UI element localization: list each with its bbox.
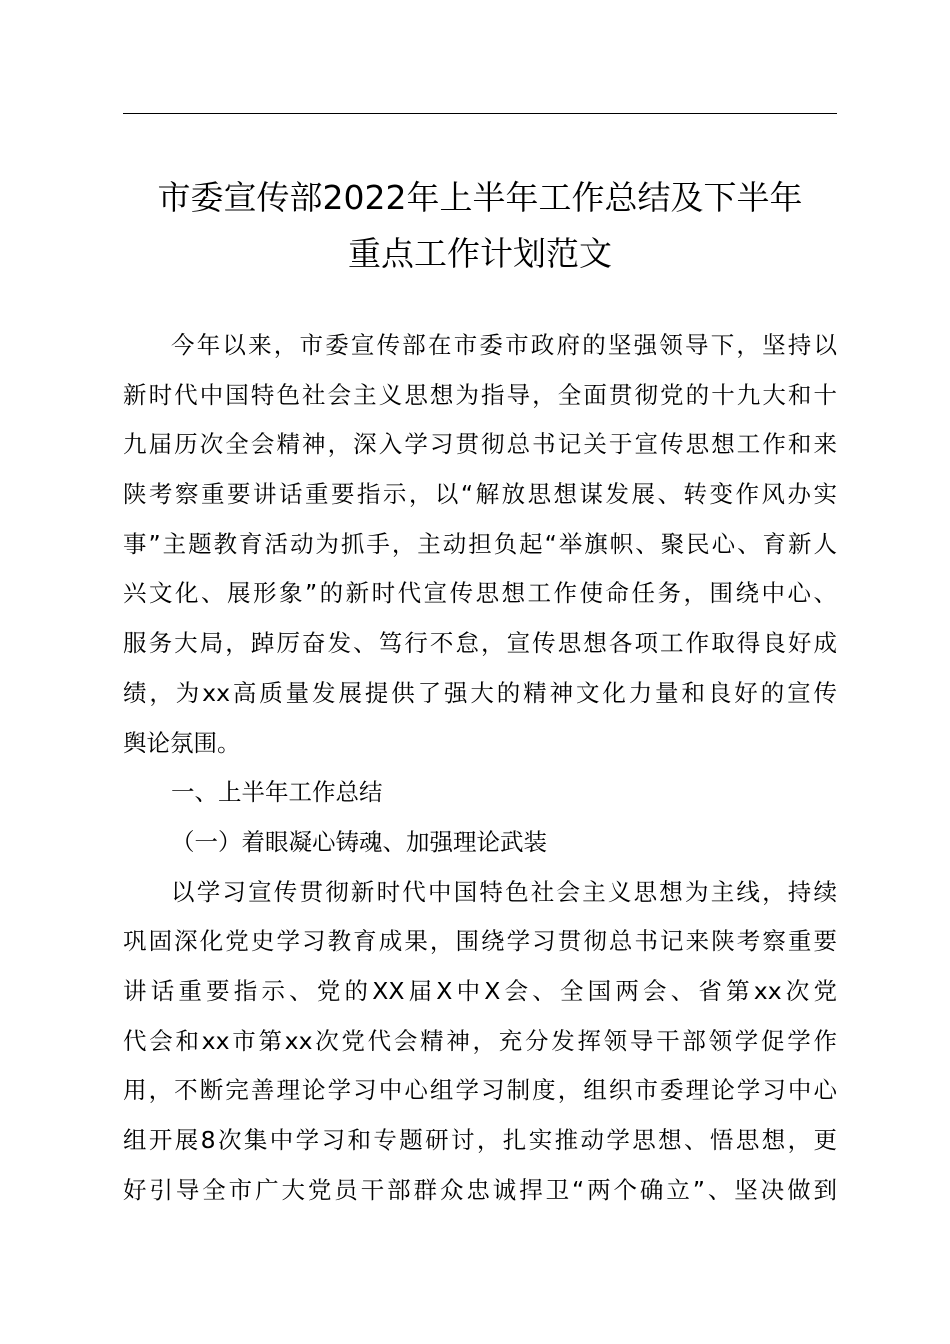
text-line: 巩固深化党史学习教育成果，围绕学习贯彻总书记来陕考察重要 [123, 927, 837, 956]
text-line: 舆论氛围。 [123, 728, 241, 757]
text-line: 服务大局，踔厉奋发、笃行不怠，宣传思想各项工作取得良好成 [123, 629, 837, 658]
text-line: 代会和xx市第xx次党代会精神，充分发挥领导干部领学促学作 [123, 1026, 837, 1055]
title-line-1: 市委宣传部2022年上半年工作总结及下半年 [157, 178, 803, 217]
section-heading-text: 一、上半年工作总结 [171, 778, 383, 807]
text-line: 事”主题教育活动为抓手，主动担负起“举旗帜、聚民心、育新人 [123, 529, 837, 558]
subsection-heading-text: （一）着眼凝心铸魂、加强理论武装 [171, 827, 547, 856]
text-line: 九届历次全会精神，深入学习贯彻总书记关于宣传思想工作和来 [123, 430, 837, 459]
header-rule [123, 113, 837, 114]
text-line: 以学习宣传贯彻新时代中国特色社会主义思想为主线，持续 [171, 877, 837, 906]
document-title [110, 170, 850, 282]
text-line: 组开展8次集中学习和专题研讨，扎实推动学思想、悟思想，更 [123, 1126, 837, 1154]
text-line: 新时代中国特色社会主义思想为指导，全面贯彻党的十九大和十 [123, 380, 837, 409]
subsection-heading [123, 818, 837, 868]
text-line: 绩，为xx高质量发展提供了强大的精神文化力量和良好的宣传 [123, 678, 837, 707]
text-line: 讲话重要指示、党的XX届X中X会、全国两会、省第xx次党 [123, 976, 837, 1005]
document-body [123, 321, 837, 1215]
text-line: 陕考察重要讲话重要指示，以“解放思想谋发展、转变作风办实 [123, 480, 837, 509]
text-line: 今年以来，市委宣传部在市委市政府的坚强领导下，坚持以 [171, 331, 837, 359]
text-line: 用，不断完善理论学习中心组学习制度，组织市委理论学习中心 [123, 1076, 837, 1105]
title-line-2: 重点工作计划范文 [348, 234, 612, 273]
section-heading [123, 768, 837, 818]
text-line: 兴文化、展形象”的新时代宣传思想工作使命任务，围绕中心、 [123, 579, 837, 608]
body-paragraph [123, 868, 837, 1216]
intro-paragraph [123, 321, 837, 768]
text-line: 好引导全市广大党员干部群众忠诚捍卫“两个确立”、坚决做到 [123, 1175, 837, 1204]
